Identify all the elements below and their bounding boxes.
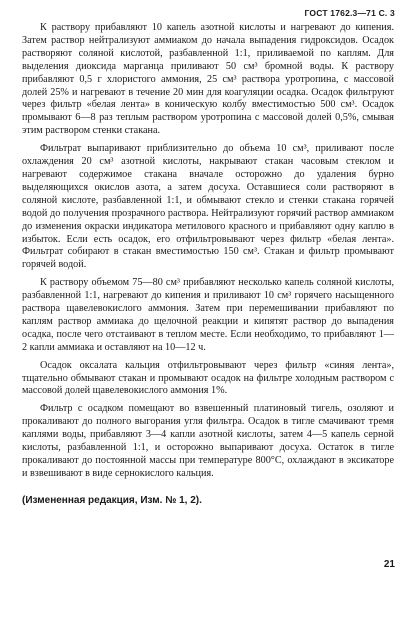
page-number: 21 [383, 559, 395, 570]
paragraph: Фильтр с осадком помещают во взвешенный платиновый тигель, озоляют и прокаливают до полного выгорания угля фильтра. Осадок в тигле смачивают тремя каплями воды, прибавляют 3—4 капли азотной кислоты, затем 4—5 капель серной кислоты, разбавленной 1:1, и осторожно выпаривают досуха. Остаток в тигле прокаливают до постоянной массы при температуре 800°С, охлаждают в эксикаторе и взвешивают в виде сернокислого кальция. [22, 403, 394, 479]
page-header: ГОСТ 1762.3—71 С. 3 [304, 8, 395, 18]
paragraph: Осадок оксалата кальция отфильтровывают через фильтр «синяя лента», тщательно обмывают стакан и промывают осадок на фильтре холодным раствором с массовой долей щавелевокислого аммония 1%. [22, 359, 394, 397]
paragraph: К раствору объемом 75—80 см³ прибавляют несколько капель соляной кислоты, разбавленной 1:1, нагревают до кипения и приливают 10 см³ горячего насыщенного раствора щавелевокислого аммония. Затем при перемешивании прибавляют по каплям раствор аммиака до щелочной реакции и кипятят раствор до выпадения осадка, после чего отстаивают в теплом месте. Если необходимо, то прибавляют 1—2 капли аммиака и оставляют на 10—12 ч. [22, 277, 394, 353]
paragraph: К раствору прибавляют 10 капель азотной кислоты и нагревают до кипения. Затем раствор нейтрализуют аммиаком до начала выпадения гидроксидов. Осадок растворяют соляной кислотой, разбавленной 1:1, приливаемой по каплям. Для выделения диоксида марганца приливают 50 см³ бромной воды. К раствору прибавляют 0,5 г хлористого аммония, 25 см³ раствора уротропина, с массовой долей 25% и нагревают в течение 20 мин для коагуляции осадка. Осадок фильтруют через фильтр «белая лента» в коническую колбу вместимостью 500 см³. Осадок промывают 6—8 раз теплым раствором уротропина с массовой долей 0,5%, смывая этим раствором стенки стакана. [22, 22, 394, 137]
paragraph: Фильтрат выпаривают приблизительно до объема 10 см³, приливают после охлаждения 20 см³ азотной кислоты, накрывают стакан часовым стеклом и нагревают содержимое стакана вначале осторожно до удаления бурно выделяющихся окислов азота, а затем досуха. Оставшиеся соли растворяют в соляной кислоте, разбавленной 1:1, и обмывают стекло и стенки стакана горячей водой до получения прозрачного раствора. Нейтрализуют горячий раствор аммиаком до изменения окраски индикатора метилового красного и прибавляют одну каплю в избыток. Если есть осадок, его отфильтровывают через фильтр «белая лента». Фильтрат собирают в стакан вместимостью 150 см³. Стакан и фильтр промывают горячей водой. [22, 143, 394, 271]
amendment-note: (Измененная редакция, Изм. № 1, 2). [22, 494, 202, 506]
document-body [22, 22, 394, 513]
